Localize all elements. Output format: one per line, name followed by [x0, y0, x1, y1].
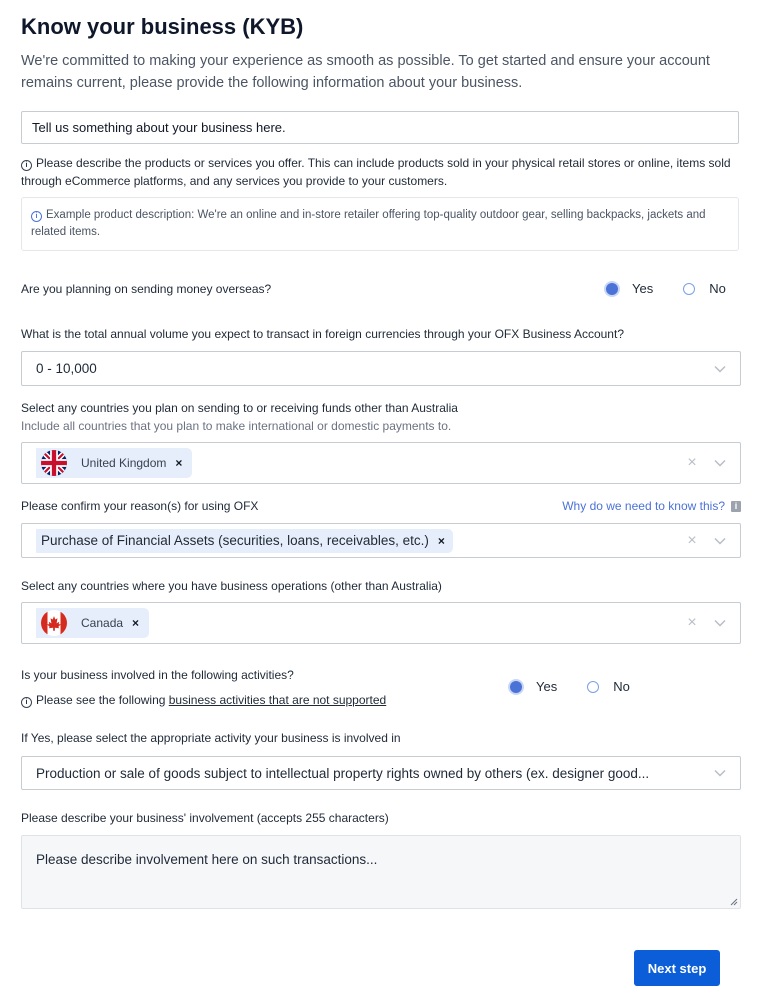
chip-label: Canada — [81, 615, 124, 630]
clear-icon[interactable]: × — [687, 614, 697, 631]
reasons-label: Please confirm your reason(s) for using OFX — [21, 499, 259, 513]
send-countries-chips — [36, 448, 682, 479]
ca-flag-icon — [41, 610, 67, 636]
send-countries-label: Select any countries you plan on sending to or receiving funds other than Australia — [21, 401, 458, 415]
business-description-help — [21, 154, 741, 190]
send-countries-sublabel: Include all countries that you plan to make international or domestic payments to. — [21, 419, 452, 433]
why-know-text[interactable]: Why do we need to know this? — [562, 499, 725, 513]
overseas-yes-radio[interactable] — [606, 281, 653, 296]
chip-label: United Kingdom — [81, 455, 167, 470]
activities-help-prefix: Please see the following — [36, 693, 169, 707]
unsupported-activities-link[interactable]: business activities that are not supported — [168, 693, 387, 707]
annual-volume-select[interactable] — [21, 351, 741, 386]
annual-volume-question: What is the total annual volume you expect to transact in foreign currencies through your OFX Business Account? — [21, 327, 624, 341]
radio-unselected-indicator[interactable] — [683, 283, 695, 295]
business-description-input[interactable] — [32, 120, 728, 135]
business-description-field[interactable] — [21, 111, 739, 144]
overseas-question: Are you planning on sending money overseas? — [21, 282, 272, 296]
activity-select[interactable] — [21, 756, 741, 790]
chip-remove-icon[interactable]: × — [132, 615, 140, 630]
info-icon: i — [21, 697, 32, 708]
involvement-placeholder: Please describe involvement here on such transactions... — [36, 852, 378, 867]
clear-icon[interactable]: × — [687, 531, 697, 549]
chevron-down-icon[interactable] — [710, 359, 730, 379]
reasons-select[interactable] — [21, 523, 741, 558]
operations-countries-chips — [36, 608, 682, 639]
chip-remove-icon[interactable]: × — [175, 455, 183, 470]
example-description-text: Example product description: We're an online and in-store retailer offering top-quality outdoor gear, selling backpacks, jackets and related items. — [31, 209, 706, 238]
gb-flag-icon — [41, 450, 67, 476]
overseas-yes-label: Yes — [632, 281, 654, 296]
info-icon: i — [21, 160, 32, 171]
operations-countries-select[interactable] — [21, 602, 741, 644]
activities-radio-group — [510, 679, 630, 694]
reasons-chips — [36, 529, 682, 553]
resize-handle-icon[interactable] — [730, 898, 738, 906]
overseas-no-label: No — [709, 281, 726, 296]
info-badge-icon: i — [731, 501, 741, 512]
activity-select-label: If Yes, please select the appropriate activity your business is involved in — [21, 731, 401, 745]
intro-text: We're committed to making your experience as smooth as possible. To get started and ensure your account remains current, please provide the following information about your business. — [21, 53, 710, 91]
clear-icon[interactable]: × — [687, 454, 697, 471]
country-chip-canada — [36, 608, 149, 638]
chip-remove-icon[interactable]: × — [437, 533, 445, 548]
activities-no-radio[interactable] — [587, 679, 630, 694]
example-description-box — [21, 197, 739, 251]
send-countries-select[interactable] — [21, 442, 741, 484]
next-step-button[interactable]: Next step — [634, 950, 720, 986]
involvement-textarea[interactable] — [21, 835, 741, 909]
radio-selected-indicator[interactable] — [510, 681, 522, 693]
country-chip-united-kingdom — [36, 448, 192, 478]
activities-question: Is your business involved in the following activities? — [21, 668, 294, 682]
radio-selected-indicator[interactable] — [606, 283, 618, 295]
why-know-link[interactable] — [562, 499, 741, 513]
activities-yes-label: Yes — [536, 679, 558, 694]
info-icon: i — [31, 211, 42, 222]
business-description-help-text: Please describe the products or services you offer. This can include products sold in your physical retail stores or online, items sold through eCommerce platforms, and any services you provide to your customers. — [21, 156, 731, 188]
activities-no-label: No — [613, 679, 630, 694]
overseas-no-radio[interactable] — [683, 281, 726, 296]
activities-yes-radio[interactable] — [510, 679, 557, 694]
chevron-down-icon[interactable] — [710, 453, 730, 473]
involvement-label: Please describe your business' involvement (accepts 255 characters) — [21, 811, 389, 825]
overseas-radio-group — [606, 281, 726, 296]
chevron-down-icon[interactable] — [710, 613, 730, 633]
page-title: Know your business (KYB) — [21, 14, 304, 39]
operations-countries-label: Select any countries where you have business operations (other than Australia) — [21, 579, 442, 593]
chip-label: Purchase of Financial Assets (securities, loans, receivables, etc.) — [41, 533, 429, 548]
radio-unselected-indicator[interactable] — [587, 681, 599, 693]
chevron-down-icon[interactable] — [710, 763, 730, 783]
annual-volume-value: 0 - 10,000 — [36, 361, 97, 376]
reason-chip — [36, 529, 453, 553]
activities-help — [21, 691, 501, 709]
activity-select-value: Production or sale of goods subject to intellectual property rights owned by others (ex. designer good... — [36, 765, 650, 781]
chevron-down-icon[interactable] — [710, 531, 730, 551]
